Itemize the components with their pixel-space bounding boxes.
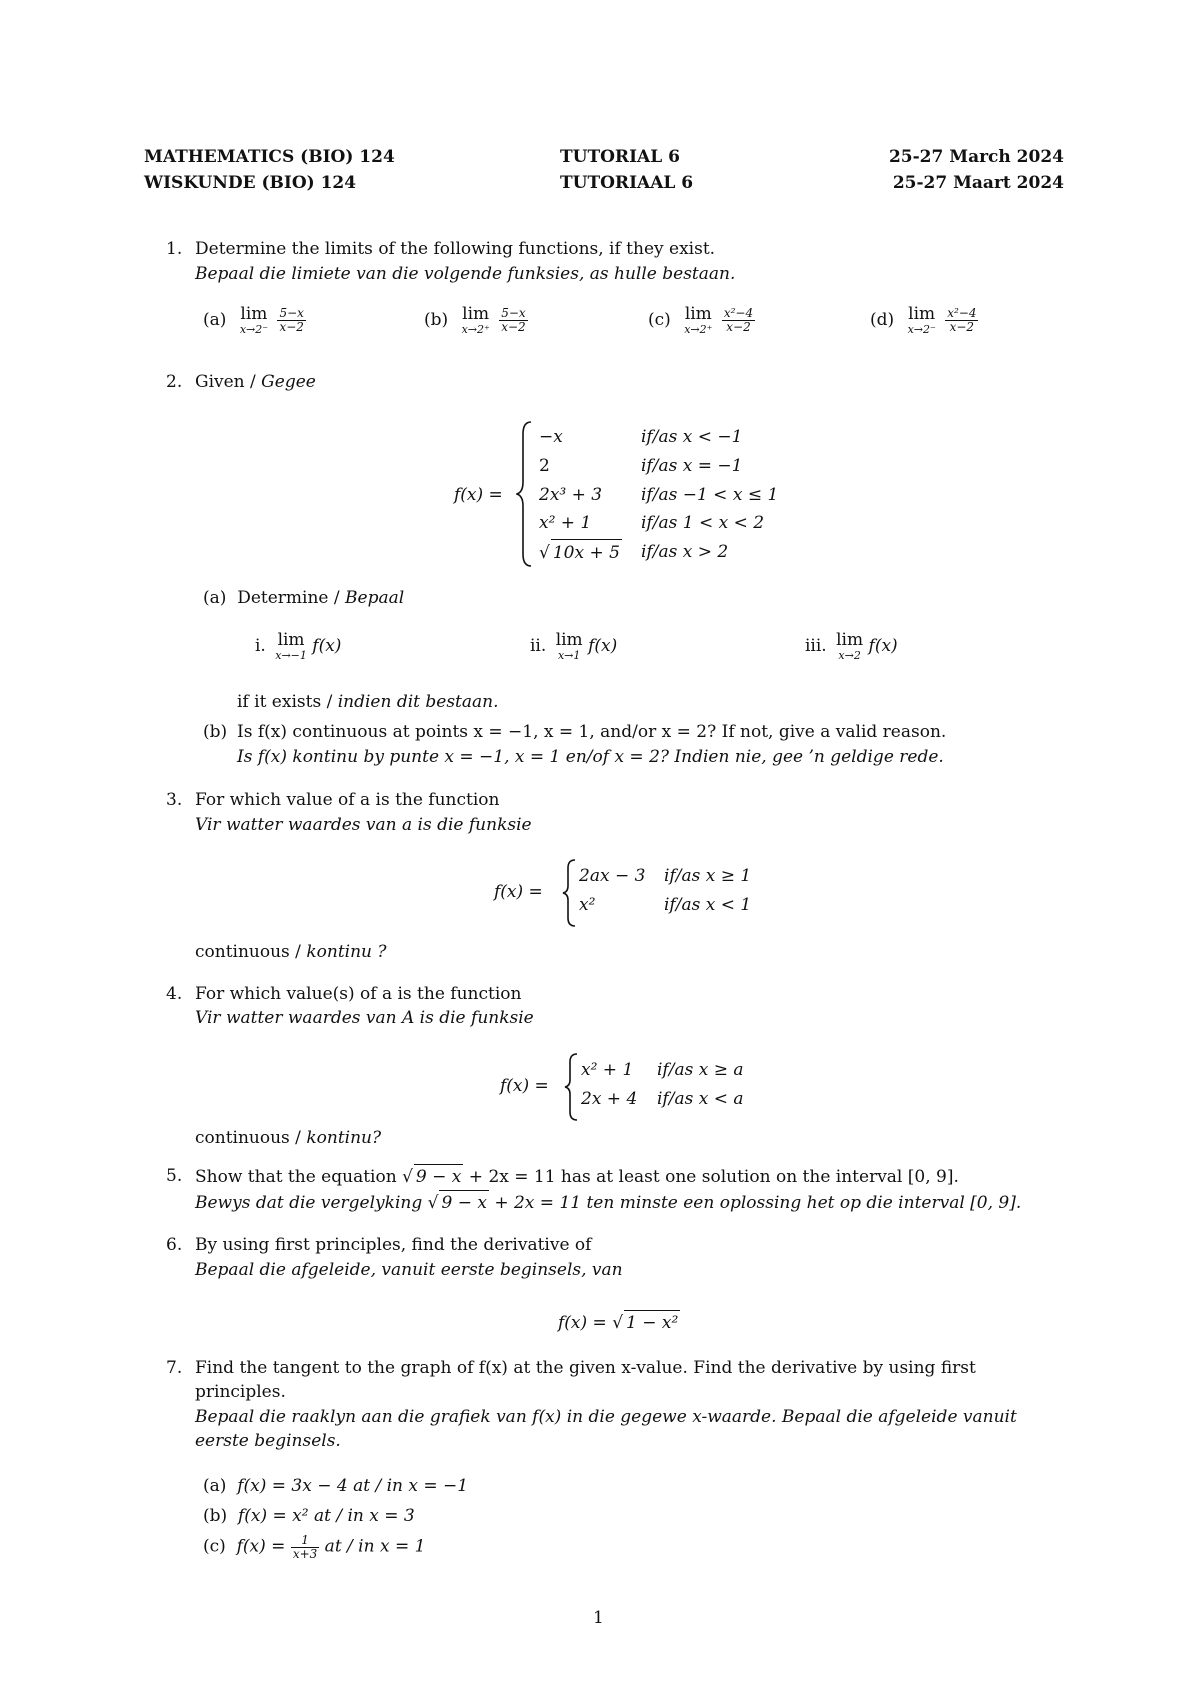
q5-af-post: + 2x = 11 ten minste een oplossing het op die interval [0, 9].	[488, 1193, 1022, 1213]
q2a-i-label: i.	[255, 636, 266, 656]
q2b-en: Is f(x) continuous at points x = −1, x = 1, and/or x = 2? If not, give a valid reason.	[237, 722, 947, 742]
lim-subscript: x→2⁻	[907, 323, 936, 336]
q2a-label: (a)	[203, 588, 227, 608]
q5-en-pre: Show that the equation	[195, 1167, 403, 1187]
lim-subscript: x→2	[838, 649, 861, 662]
q5-radicand-af: 9 − x	[439, 1190, 488, 1215]
tutorial-title	[560, 144, 693, 196]
q2-case-2-cond: if/as x = −1	[641, 456, 743, 476]
q2a-i-f: f(x)	[312, 636, 342, 656]
q2-intro	[195, 370, 316, 394]
q2a-exists-en: if it exists /	[237, 692, 338, 712]
lim-subscript: x→1	[557, 649, 581, 662]
q4-tail-af: kontinu?	[306, 1128, 382, 1148]
lim-subscript: x→−1	[275, 649, 307, 662]
date-af: 25-27 Maart 2024	[892, 173, 1064, 193]
frac-denominator: x+3	[292, 1546, 318, 1561]
q2a	[203, 586, 404, 610]
q2-case-4-cond: if/as 1 < x < 2	[641, 513, 765, 533]
lim-symbol: lim	[836, 630, 864, 650]
q4-tail	[195, 1126, 381, 1150]
q1a-label: (a)	[203, 310, 227, 330]
q4-function-lhs: f(x) =	[500, 1076, 549, 1096]
lim-symbol: lim	[240, 304, 268, 324]
q2-case-1-expr: −x	[539, 427, 563, 447]
frac-numerator: x²−4	[723, 306, 754, 321]
lim-subscript: x→2⁻	[239, 323, 269, 336]
q2-case-3-cond: if/as −1 < x ≤ 1	[641, 485, 779, 505]
page-number: 1	[593, 1608, 604, 1628]
q7c-label: (c)	[203, 1536, 226, 1557]
q4-tail-en: continuous /	[195, 1128, 307, 1148]
lim-symbol: lim	[555, 630, 583, 650]
q2a-ii-f: f(x)	[588, 636, 618, 656]
lim-symbol: lim	[684, 304, 712, 324]
tutorial-title-af: TUTORIAAL 6	[560, 173, 694, 193]
q4-case-1-expr: x² + 1	[581, 1060, 634, 1080]
q5-en-post: + 2x = 11 has at least one solution on the interval [0, 9].	[463, 1167, 959, 1187]
q7c-pre: f(x) =	[236, 1536, 291, 1557]
sqrt-icon: √	[427, 1193, 439, 1213]
frac-numerator: x²−4	[947, 306, 977, 321]
q7b-text: f(x) = x² at / in x = 3	[237, 1506, 415, 1526]
q2a-ii-label: ii.	[530, 636, 547, 656]
q4-number: 4.	[166, 984, 183, 1004]
frac-denominator: x−2	[279, 320, 304, 334]
q6-af: Bepaal die afgeleide, vanuit eerste beginsels, van	[195, 1260, 623, 1280]
q2-case-3-expr: 2x³ + 3	[539, 485, 603, 505]
sqrt-icon: √	[402, 1167, 413, 1187]
q7-part-c	[203, 1534, 425, 1560]
q2a-iii-label: iii.	[805, 636, 827, 656]
lim-symbol: lim	[908, 304, 936, 324]
q3-tail-en: continuous /	[195, 942, 307, 962]
left-brace-icon	[564, 1052, 580, 1122]
q4-af: Vir watter waardes van A is die funksie	[195, 1008, 534, 1028]
q2-case-5-cond: if/as x > 2	[641, 542, 729, 562]
q2a-en: Determine /	[237, 588, 346, 608]
q3-function-lhs: f(x) =	[494, 882, 543, 902]
course-title-af: WISKUNDE (BIO) 124	[144, 173, 357, 193]
q3-tail-af: kontinu ?	[306, 942, 387, 962]
sqrt-icon: √	[539, 543, 550, 563]
q1c-label: (c)	[648, 310, 671, 330]
q2a-ii	[530, 632, 617, 661]
q2-function-lhs: f(x) =	[454, 485, 503, 505]
q4-case-2-cond: if/as x < a	[657, 1089, 744, 1109]
q2a-iii	[805, 632, 898, 661]
q3-case-1-cond: if/as x ≥ 1	[664, 866, 752, 886]
q7b-label: (b)	[203, 1506, 228, 1526]
q5-radicand: 9 − x	[414, 1164, 463, 1189]
q7-en-line1: Find the tangent to the graph of f(x) at the given x-value. Find the derivative by using first	[195, 1358, 976, 1378]
frac-numerator: 5−x	[501, 306, 526, 321]
q3-number: 3.	[166, 790, 183, 810]
q7a-text: f(x) = 3x − 4 at / in x = −1	[237, 1476, 469, 1496]
q1-text-af: Bepaal die limiete van die volgende funksies, as hulle bestaan.	[195, 264, 736, 284]
q1-number: 1.	[166, 239, 183, 259]
q1-part-c	[648, 306, 755, 335]
course-title	[144, 144, 395, 196]
q2a-exists	[237, 690, 499, 714]
q3-case-2-cond: if/as x < 1	[664, 895, 752, 915]
lim-symbol: lim	[462, 304, 490, 324]
q6-function	[558, 1310, 680, 1335]
q7-af-line1: Bepaal die raaklyn aan die grafiek van f(x) in die gegewe x-waarde. Bepaal die afgeleide vanuit	[195, 1407, 1017, 1427]
q4-case-2-expr: 2x + 4	[581, 1089, 638, 1109]
q6-function-lhs: f(x) =	[558, 1313, 613, 1333]
frac-numerator: 5−x	[279, 306, 304, 321]
q2-case-4-expr: x² + 1	[539, 513, 592, 533]
q2-case-1-cond: if/as x < −1	[641, 427, 743, 447]
q3-case-2-expr: x²	[579, 895, 596, 915]
q6-radicand: 1 − x²	[624, 1310, 680, 1335]
left-brace-icon	[562, 858, 578, 928]
q3-case-1-expr: 2ax − 3	[579, 866, 646, 886]
course-title-en: MATHEMATICS (BIO) 124	[144, 147, 395, 167]
date-en: 25-27 March 2024	[888, 147, 1064, 167]
q2a-exists-af: indien dit bestaan.	[337, 692, 499, 712]
q1b-label: (b)	[424, 310, 449, 330]
q5-af-pre: Bewys dat die vergelyking	[195, 1193, 428, 1213]
q5-af	[195, 1190, 1021, 1215]
q2a-af: Bepaal	[345, 588, 405, 608]
q2-intro-af: Gegee	[261, 372, 316, 392]
q7c-post: at / in x = 1	[319, 1536, 426, 1557]
lim-symbol: lim	[277, 630, 305, 650]
tutorial-date	[889, 144, 1064, 196]
q2a-i	[255, 632, 341, 661]
frac-denominator: x−2	[726, 320, 751, 334]
q2b-label: (b)	[203, 722, 228, 742]
q7-af-line2: eerste beginsels.	[195, 1431, 341, 1451]
frac-denominator: x−2	[949, 320, 975, 334]
q6-number: 6.	[166, 1235, 183, 1255]
q2-case-2-expr: 2	[539, 456, 550, 476]
q1-part-d	[870, 306, 978, 335]
q1-part-a	[203, 306, 306, 335]
q1-part-b	[424, 306, 528, 335]
lim-subscript: x→2⁺	[684, 323, 713, 336]
q2-case-5-expr	[539, 539, 622, 566]
q3-af: Vir watter waardes van a is die funksie	[195, 815, 532, 835]
q3-en: For which value of a is the function	[195, 790, 500, 810]
q7-number: 7.	[166, 1358, 183, 1378]
q4-case-1-cond: if/as x ≥ a	[657, 1060, 744, 1080]
q5-number: 5.	[166, 1166, 183, 1186]
q7-en-line2: principles.	[195, 1382, 286, 1402]
q2-number: 2.	[166, 372, 183, 392]
q1d-label: (d)	[870, 310, 895, 330]
q1-text-en: Determine the limits of the following functions, if they exist.	[195, 239, 716, 259]
lim-subscript: x→2⁺	[461, 323, 490, 336]
q4-en: For which value(s) of a is the function	[195, 984, 522, 1004]
q2a-iii-f: f(x)	[868, 636, 898, 656]
frac-numerator: 1	[291, 1534, 319, 1548]
q2-case-5-radicand: 10x + 5	[551, 539, 622, 566]
frac-denominator: x−2	[501, 320, 526, 334]
q5-en	[195, 1164, 959, 1189]
q2-intro-en: Given /	[195, 372, 262, 392]
q7a-label: (a)	[203, 1476, 227, 1496]
left-brace-icon	[516, 420, 534, 568]
q2b-af: Is f(x) kontinu by punte x = −1, x = 1 en/of x = 2? Indien nie, gee ’n geldige rede.	[237, 747, 944, 767]
tutorial-title-en: TUTORIAL 6	[560, 147, 680, 167]
q3-tail	[195, 940, 387, 964]
q7-part-b	[203, 1504, 415, 1528]
q6-en: By using first principles, find the derivative of	[195, 1235, 592, 1255]
q7-part-a	[203, 1474, 468, 1498]
sqrt-icon: √	[612, 1313, 624, 1333]
